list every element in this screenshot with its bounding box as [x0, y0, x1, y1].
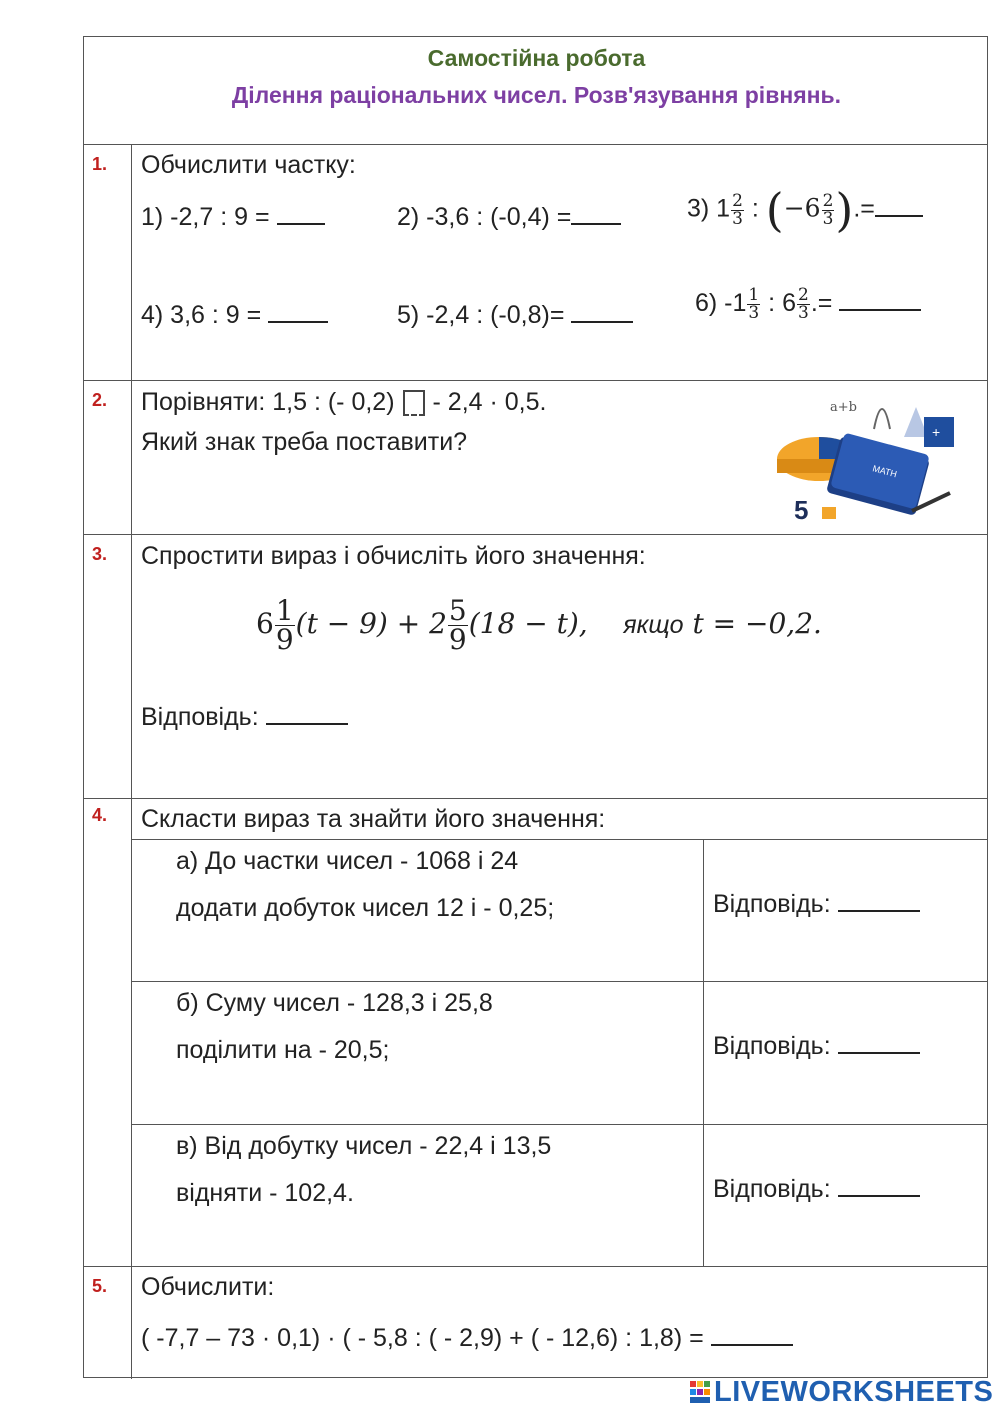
answer-blank[interactable]: [571, 299, 633, 323]
task2-line1: [141, 388, 546, 417]
task1-item-5: [397, 299, 633, 330]
fraction: [822, 190, 835, 229]
fraction: [731, 190, 744, 229]
answer-blank[interactable]: [266, 701, 348, 725]
right-paren: ): [835, 183, 854, 237]
item-text: ( -7,7 – 73 · 0,1) · ( - 5,8 : ( - 2,9) + ( - 12,6) : 1,8) =: [141, 1324, 711, 1352]
task4-b-line2: поділити на - 20,5;: [176, 1036, 390, 1064]
item-text: - 2,4 · 0,5.: [432, 388, 547, 416]
worksheet-table: [83, 36, 988, 1378]
fraction: [448, 594, 468, 656]
task3-answer: [141, 701, 348, 732]
worksheet-subtitle: Ділення раціональних чисел. Розв'язування рівнянь.: [231, 82, 842, 108]
task4-a-line2: додати добуток чисел 12 і - 0,25;: [176, 894, 555, 922]
task-number: 2.: [92, 390, 108, 410]
task1-item-3: [687, 183, 923, 237]
task4-a-answer: [713, 888, 920, 919]
liveworksheets-logo[interactable]: [690, 1376, 993, 1409]
task-number: 5.: [92, 1276, 108, 1296]
answer-label: Відповідь:: [141, 703, 266, 731]
item-text: 3) 1: [687, 194, 731, 223]
answer-blank[interactable]: [839, 287, 921, 311]
formula-part: (t − 9) + 2: [295, 607, 447, 640]
item-text: 6) -1: [695, 289, 747, 318]
numerator: 1: [275, 594, 294, 627]
task3-formula: [256, 594, 822, 656]
numerator: 2: [732, 190, 743, 211]
task-number: 4.: [92, 805, 108, 825]
item-text: 2) -3,6 : (-0,4) =: [397, 203, 572, 231]
item-text: 4) 3,6 : 9 =: [141, 301, 269, 329]
task4-b-answer: [713, 1030, 920, 1061]
math-book-illustration: [774, 389, 964, 529]
denominator: 3: [748, 303, 760, 323]
book-label: МАТН: [871, 463, 899, 480]
task1-prompt: Обчислити частку:: [141, 151, 356, 179]
item-text: : 6: [761, 289, 796, 318]
fraction: [747, 287, 760, 322]
denominator: 3: [797, 303, 809, 323]
answer-blank[interactable]: [571, 201, 621, 225]
logo-icon: [690, 1381, 710, 1405]
row-divider: [84, 144, 987, 145]
numerator: 5: [448, 594, 467, 627]
formula-part: якщо: [623, 611, 684, 639]
item-text: :: [744, 194, 766, 223]
item-text: −6: [783, 193, 821, 223]
answer-blank[interactable]: [277, 201, 325, 225]
formula-part: t = −0,2.: [692, 607, 822, 640]
formula-label: a+b: [830, 400, 857, 415]
logo-text: LIVEWORKSHEETS: [714, 1376, 994, 1408]
comparison-sign-box[interactable]: [403, 390, 425, 416]
denominator: 9: [448, 623, 467, 656]
task4-c-line2: відняти - 102,4.: [176, 1179, 354, 1207]
answer-blank[interactable]: [711, 1322, 793, 1346]
denominator: 3: [732, 208, 743, 229]
denominator: 3: [822, 208, 834, 229]
item-text: Порівняти: 1,5 : (- 0,2): [141, 388, 395, 416]
answer-column-divider: [703, 839, 704, 1266]
answer-label: Відповідь:: [713, 1032, 838, 1060]
item-text: 1) -2,7 : 9 =: [141, 203, 277, 231]
task5-prompt: Обчислити:: [141, 1273, 275, 1301]
task4-c-answer: [713, 1173, 920, 1204]
formula-part: (18 − t),: [468, 607, 588, 640]
numerator: 2: [822, 190, 834, 211]
answer-blank[interactable]: [875, 193, 923, 217]
task-number: 1.: [92, 154, 108, 174]
task1-item-1: [141, 201, 325, 232]
digit-label: 5: [794, 495, 809, 525]
task1-item-4: [141, 299, 328, 330]
row-divider: [84, 798, 987, 799]
answer-blank[interactable]: [268, 299, 328, 323]
row-divider: [84, 1266, 987, 1267]
task5-expression: [141, 1322, 793, 1353]
row-divider: [131, 839, 987, 840]
fraction: [797, 287, 810, 322]
task4-c-line1: в) Від добутку чисел - 22,4 і 13,5: [176, 1132, 552, 1160]
answer-blank[interactable]: [838, 1030, 920, 1054]
item-text: .=: [810, 289, 840, 318]
worksheet-title: Самостійна робота: [427, 45, 646, 71]
task4-a-line1: а) До частки чисел - 1068 і 24: [176, 847, 519, 875]
item-text: .=: [853, 194, 875, 223]
item-text: 5) -2,4 : (-0,8)=: [397, 301, 572, 329]
formula-part: 6: [256, 607, 274, 640]
row-divider: [131, 1124, 987, 1125]
answer-blank[interactable]: [838, 888, 920, 912]
number-column-divider: [131, 144, 132, 1379]
row-divider: [84, 534, 987, 535]
numerator: 2: [797, 285, 809, 305]
numerator: 1: [748, 285, 760, 305]
row-divider: [131, 981, 987, 982]
answer-label: Відповідь:: [713, 890, 838, 918]
fraction: [275, 594, 295, 656]
task4-prompt: Скласти вираз та знайти його значення:: [141, 805, 606, 833]
task-number: 3.: [92, 544, 108, 564]
answer-blank[interactable]: [838, 1173, 920, 1197]
task1-item-6: [695, 287, 921, 322]
row-divider: [84, 380, 987, 381]
plus-sign: +: [932, 424, 941, 440]
answer-label: Відповідь:: [713, 1175, 838, 1203]
left-paren: (: [765, 183, 784, 237]
task4-b-line1: б) Суму чисел - 128,3 і 25,8: [176, 989, 493, 1017]
task2-line2: Який знак треба поставити?: [141, 428, 468, 456]
task1-item-2: [397, 201, 621, 232]
denominator: 9: [275, 623, 294, 656]
task3-prompt: Спростити вираз і обчисліть його значення:: [141, 542, 646, 570]
